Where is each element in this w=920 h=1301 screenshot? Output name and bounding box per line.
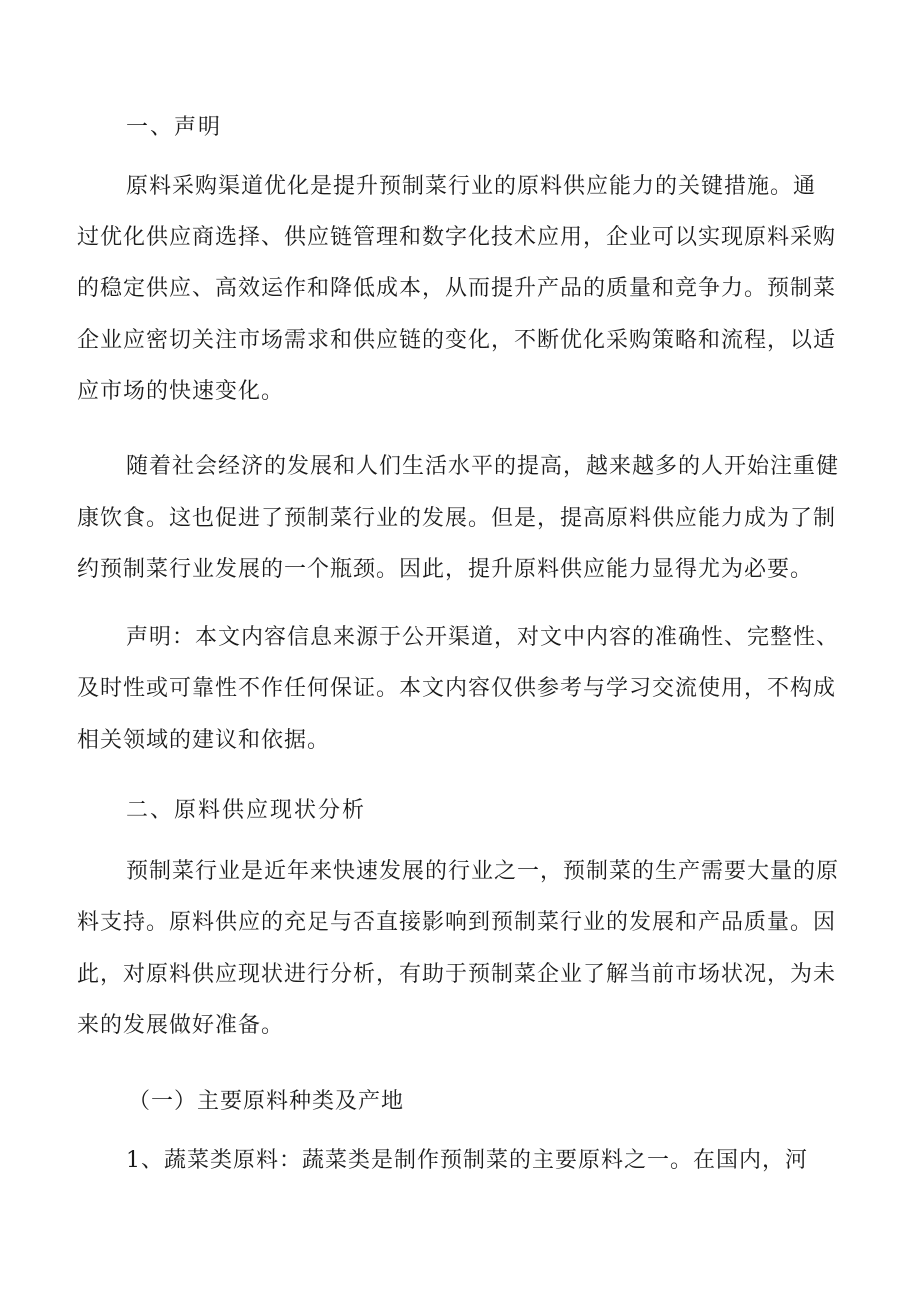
paragraph-line: 预制菜行业是近年来快速发展的行业之一，预制菜的生产需要大量的原 xyxy=(126,859,840,884)
paragraph-line: 企业应密切关注市场需求和供应链的变化，不断优化采购策略和流程，以适 xyxy=(77,328,837,353)
paragraph-line: 随着社会经济的发展和人们生活水平的提高，越来越多的人开始注重健 xyxy=(126,454,840,479)
subheading-main-materials: （一）主要原料种类及产地 xyxy=(128,1089,405,1114)
disclaimer-line: 及时性或可靠性不作任何保证。本文内容仅供参考与学习交流使用，不构成 xyxy=(77,676,837,701)
paragraph-line: 料支持。原料供应的充足与否直接影响到预制菜行业的发展和产品质量。因 xyxy=(77,910,837,935)
paragraph-line: 原料采购渠道优化是提升预制菜行业的原料供应能力的关键措施。通 xyxy=(126,174,817,199)
paragraph-line: 的稳定供应、高效运作和降低成本，从而提升产品的质量和竞争力。预制菜 xyxy=(77,276,837,301)
paragraph-line: 约预制菜行业发展的一个瓶颈。因此，提升原料供应能力显得尤为必要。 xyxy=(77,557,814,582)
section-heading-analysis: 二、原料供应现状分析 xyxy=(126,798,367,823)
paragraph-line: 来的发展做好准备。 xyxy=(77,1013,285,1038)
paragraph-line: 此，对原料供应现状进行分析，有助于预制菜企业了解当前市场状况，为未 xyxy=(77,962,837,987)
paragraph-line: 应市场的快速变化。 xyxy=(77,379,285,404)
section-heading-statement: 一、声明 xyxy=(126,115,223,140)
paragraph-line: 康饮食。这也促进了预制菜行业的发展。但是，提高原料供应能力成为了制 xyxy=(77,506,837,531)
disclaimer-line: 相关领域的建议和依据。 xyxy=(77,728,331,753)
paragraph-line: 过优化供应商选择、供应链管理和数字化技术应用，企业可以实现原料采购 xyxy=(77,225,837,250)
list-item-vegetables: 1、蔬菜类原料：蔬菜类是制作预制菜的主要原料之一。在国内，河 xyxy=(126,1148,808,1173)
disclaimer-line: 声明：本文内容信息来源于公开渠道，对文中内容的准确性、完整性、 xyxy=(126,625,840,650)
